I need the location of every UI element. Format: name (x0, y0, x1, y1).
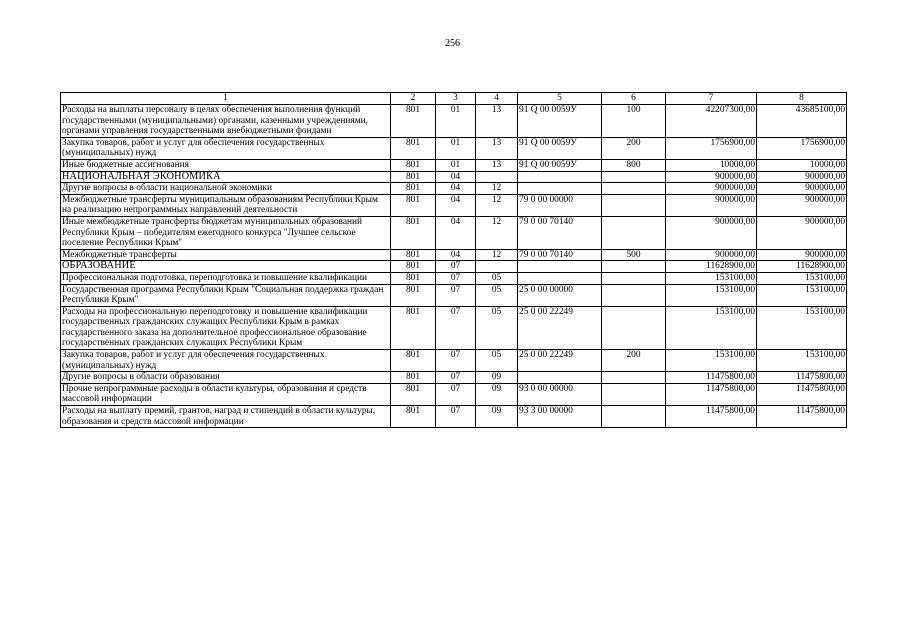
table-row (61, 194, 847, 216)
ministry-code: 801 (391, 137, 436, 159)
target-article-code: 79 0 00 70140 (518, 216, 602, 249)
subsection-code: 12 (476, 249, 518, 261)
page-number: 256 (445, 38, 460, 49)
amount-year-2: 900000,00 (757, 171, 847, 183)
table-row (61, 105, 847, 138)
row-description: НАЦИОНАЛЬНАЯ ЭКОНОМИКА (61, 171, 391, 183)
subsection-code: 13 (476, 105, 518, 138)
target-article-code (518, 261, 602, 273)
table-row (61, 171, 847, 183)
amount-year-1: 900000,00 (666, 171, 757, 183)
amount-year-2: 153100,00 (757, 272, 847, 284)
subsection-code: 13 (476, 159, 518, 171)
amount-year-1: 900000,00 (666, 249, 757, 261)
column-header: 1 (61, 93, 391, 105)
expense-type-code: 200 (602, 350, 666, 372)
section-code: 04 (436, 216, 476, 249)
expense-type-code (602, 171, 666, 183)
column-header: 7 (666, 93, 757, 105)
amount-year-1: 153100,00 (666, 284, 757, 306)
amount-year-1: 42207300,00 (666, 105, 757, 138)
table-row (61, 137, 847, 159)
table-row (61, 249, 847, 261)
row-description: Иные межбюджетные трансферты бюджетам муниципальных образований Республики Крым – победителям ежегодного конкурса "Лучшее сельское поселение Республики Крым" (61, 216, 391, 249)
table-row (61, 383, 847, 405)
section-code: 04 (436, 194, 476, 216)
row-description: Другие вопросы в области национальной экономики (61, 183, 391, 195)
row-description: Прочие непрограммные расходы в области культуры, образования и средств массовой информации (61, 383, 391, 405)
ministry-code: 801 (391, 372, 436, 384)
target-article-code: 79 0 00 70140 (518, 249, 602, 261)
expense-type-code: 100 (602, 105, 666, 138)
target-article-code (518, 272, 602, 284)
amount-year-1: 11475800,00 (666, 383, 757, 405)
section-code: 07 (436, 306, 476, 349)
ministry-code: 801 (391, 183, 436, 195)
target-article-code: 25 0 00 22249 (518, 306, 602, 349)
section-code: 07 (436, 284, 476, 306)
target-article-code: 25 0 00 00000 (518, 284, 602, 306)
amount-year-2: 11475800,00 (757, 406, 847, 428)
column-header: 4 (476, 93, 518, 105)
target-article-code (518, 171, 602, 183)
expense-type-code (602, 284, 666, 306)
subsection-code: 12 (476, 216, 518, 249)
ministry-code: 801 (391, 306, 436, 349)
amount-year-2: 11628900,00 (757, 261, 847, 273)
amount-year-2: 900000,00 (757, 194, 847, 216)
target-article-code: 91 Q 00 0059У (518, 105, 602, 138)
expense-type-code (602, 306, 666, 349)
row-description: ОБРАЗОВАНИЕ (61, 261, 391, 273)
amount-year-2: 900000,00 (757, 249, 847, 261)
expense-type-code (602, 372, 666, 384)
subsection-code: 09 (476, 372, 518, 384)
ministry-code: 801 (391, 383, 436, 405)
table-row (61, 350, 847, 372)
section-code: 04 (436, 249, 476, 261)
section-code: 04 (436, 171, 476, 183)
amount-year-2: 10000,00 (757, 159, 847, 171)
ministry-code: 801 (391, 406, 436, 428)
ministry-code: 801 (391, 216, 436, 249)
subsection-code: 13 (476, 137, 518, 159)
amount-year-2: 1756900,00 (757, 137, 847, 159)
table-row (61, 159, 847, 171)
target-article-code: 93 0 00 00000 (518, 383, 602, 405)
section-code: 01 (436, 137, 476, 159)
ministry-code: 801 (391, 105, 436, 138)
section-code: 01 (436, 159, 476, 171)
row-description: Государственная программа Республики Крым "Социальная поддержка граждан Республики Крым" (61, 284, 391, 306)
subsection-code (476, 171, 518, 183)
subsection-code: 05 (476, 272, 518, 284)
row-description: Межбюджетные трансферты муниципальным образованиям Республики Крым на реализацию непрограммных направлений деятельности (61, 194, 391, 216)
amount-year-2: 900000,00 (757, 183, 847, 195)
target-article-code: 91 Q 00 0059У (518, 159, 602, 171)
ministry-code: 801 (391, 249, 436, 261)
expense-type-code (602, 216, 666, 249)
row-description: Другие вопросы в области образования (61, 372, 391, 384)
amount-year-1: 10000,00 (666, 159, 757, 171)
section-code: 07 (436, 372, 476, 384)
row-description: Закупка товаров, работ и услуг для обеспечения государственных (муниципальных) нужд (61, 350, 391, 372)
ministry-code: 801 (391, 261, 436, 273)
subsection-code: 09 (476, 406, 518, 428)
amount-year-2: 43685100,00 (757, 105, 847, 138)
expense-type-code (602, 383, 666, 405)
table-row (61, 216, 847, 249)
column-header: 2 (391, 93, 436, 105)
target-article-code: 93 3 00 00000 (518, 406, 602, 428)
ministry-code: 801 (391, 159, 436, 171)
subsection-code: 09 (476, 383, 518, 405)
column-header: 5 (518, 93, 602, 105)
row-description: Расходы на выплаты персоналу в целях обеспечения выполнения функций государственными (муниципальными) органами, казенными учреждениями, органами управления государственными внебюджетными фондами (61, 105, 391, 138)
section-code: 07 (436, 350, 476, 372)
subsection-code (476, 261, 518, 273)
amount-year-1: 1756900,00 (666, 137, 757, 159)
amount-year-1: 11475800,00 (666, 372, 757, 384)
row-description: Расходы на профессиональную переподготовку и повышение квалификации государственных гражданских служащих Республики Крым в рамках государственного заказа на дополнительное профессиональное образование государственных гражданских служащих Республики Крым (61, 306, 391, 349)
section-code: 07 (436, 406, 476, 428)
budget-table (60, 92, 847, 428)
table-row (61, 183, 847, 195)
expense-type-code: 500 (602, 249, 666, 261)
ministry-code: 801 (391, 350, 436, 372)
subsection-code: 12 (476, 194, 518, 216)
expense-type-code (602, 261, 666, 273)
amount-year-2: 153100,00 (757, 284, 847, 306)
ministry-code: 801 (391, 194, 436, 216)
amount-year-2: 153100,00 (757, 306, 847, 349)
target-article-code (518, 372, 602, 384)
table-row (61, 284, 847, 306)
subsection-code: 05 (476, 284, 518, 306)
subsection-code: 12 (476, 183, 518, 195)
target-article-code (518, 183, 602, 195)
column-header: 8 (757, 93, 847, 105)
expense-type-code (602, 406, 666, 428)
section-code: 01 (436, 105, 476, 138)
amount-year-1: 153100,00 (666, 272, 757, 284)
amount-year-1: 900000,00 (666, 216, 757, 249)
expense-type-code (602, 194, 666, 216)
header-row (61, 93, 847, 105)
section-code: 07 (436, 261, 476, 273)
expense-type-code (602, 272, 666, 284)
row-description: Закупка товаров, работ и услуг для обеспечения государственных (муниципальных) нужд (61, 137, 391, 159)
expense-type-code: 800 (602, 159, 666, 171)
amount-year-1: 11475800,00 (666, 406, 757, 428)
amount-year-2: 11475800,00 (757, 372, 847, 384)
ministry-code: 801 (391, 284, 436, 306)
amount-year-1: 11628900,00 (666, 261, 757, 273)
amount-year-1: 153100,00 (666, 350, 757, 372)
ministry-code: 801 (391, 272, 436, 284)
table-row (61, 272, 847, 284)
subsection-code: 05 (476, 350, 518, 372)
amount-year-1: 153100,00 (666, 306, 757, 349)
table-body (61, 105, 847, 428)
table-row (61, 372, 847, 384)
table-row (61, 261, 847, 273)
amount-year-2: 900000,00 (757, 216, 847, 249)
column-header: 3 (436, 93, 476, 105)
target-article-code: 79 0 00 00000 (518, 194, 602, 216)
amount-year-2: 11475800,00 (757, 383, 847, 405)
amount-year-2: 153100,00 (757, 350, 847, 372)
subsection-code: 05 (476, 306, 518, 349)
section-code: 07 (436, 272, 476, 284)
column-header: 6 (602, 93, 666, 105)
target-article-code: 25 0 00 22249 (518, 350, 602, 372)
row-description: Иные бюджетные ассигнования (61, 159, 391, 171)
amount-year-1: 900000,00 (666, 183, 757, 195)
row-description: Межбюджетные трансферты (61, 249, 391, 261)
section-code: 07 (436, 383, 476, 405)
row-description: Расходы на выплату премий, грантов, наград и стипендий в области культуры, образования и средств массовой информации (61, 406, 391, 428)
ministry-code: 801 (391, 171, 436, 183)
table-row (61, 406, 847, 428)
expense-type-code (602, 183, 666, 195)
target-article-code: 91 Q 00 0059У (518, 137, 602, 159)
table-row (61, 306, 847, 349)
row-description: Профессиональная подготовка, переподготовка и повышение квалификации (61, 272, 391, 284)
expense-type-code: 200 (602, 137, 666, 159)
section-code: 04 (436, 183, 476, 195)
amount-year-1: 900000,00 (666, 194, 757, 216)
